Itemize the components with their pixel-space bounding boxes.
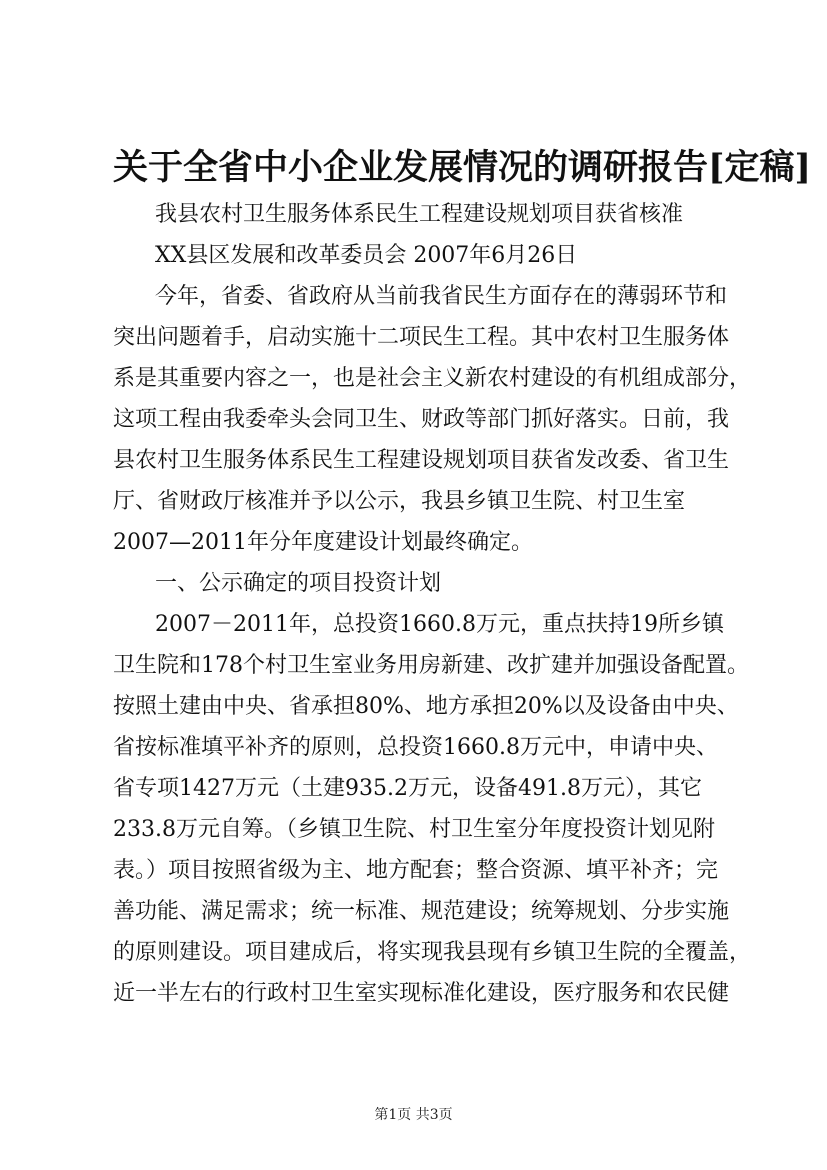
paragraph-line: 233.8万元自筹。（乡镇卫生院、村卫生室分年度投资计划见附 [113,817,715,842]
paragraph-line: 这项工程由我委牵头会同卫生、财政等部门抓好落实。日前，我 [113,407,730,432]
paragraph-line: 卫生院和178个村卫生室业务用房新建、改扩建并加强设备配置。 [113,653,749,678]
paragraph-line: 系是其重要内容之一，也是社会主义新农村建设的有机组成部分， [113,366,752,391]
paragraph-line: 突出问题着手，启动实施十二项民生工程。其中农村卫生服务体 [113,325,730,350]
document-title: 关于全省中小企业发展情况的调研报告[定稿] [113,147,812,188]
source-line: XX县区发展和改革委员会 2007年6月26日 [155,243,578,268]
section-heading: 一、公示确定的项目投资计划 [155,571,442,596]
paragraph-line: 县农村卫生服务体系民生工程建设规划项目获省发改委、省卫生 [113,448,730,473]
paragraph-line: 的原则建设。项目建成后，将实现我县现有乡镇卫生院的全覆盖， [113,940,752,965]
paragraph-line: 厅、省财政厅核准并予以公示，我县乡镇卫生院、村卫生室 [113,489,686,514]
paragraph-line: 2007—2011年分年度建设计划最终确定。 [113,530,533,555]
paragraph-line: 表。）项目按照省级为主、地方配套；整合资源、填平补齐；完 [113,858,719,883]
paragraph-line: 省按标准填平补齐的原则，总投资1660.8万元中，申请中央、 [113,735,718,760]
paragraph-line: 善功能、满足需求；统一标准、规范建设；统筹规划、分步实施 [113,899,730,924]
paragraph-line: 按照土建由中央、省承担80%、地方承担20%以及设备由中央、 [113,694,739,719]
document-subtitle: 我县农村卫生服务体系民生工程建设规划项目获省核准 [155,202,684,227]
paragraph-line: 2007－2011年，总投资1660.8万元，重点扶持19所乡镇 [155,612,724,637]
paragraph-line: 近一半左右的行政村卫生室实现标准化建设，医疗服务和农民健 [113,981,730,1006]
paragraph-line: 省专项1427万元（土建935.2万元，设备491.8万元），其它 [113,776,702,801]
page-footer: 第1页 共3页 [374,1107,453,1123]
paragraph-line: 今年，省委、省政府从当前我省民生方面存在的薄弱环节和 [155,284,728,309]
